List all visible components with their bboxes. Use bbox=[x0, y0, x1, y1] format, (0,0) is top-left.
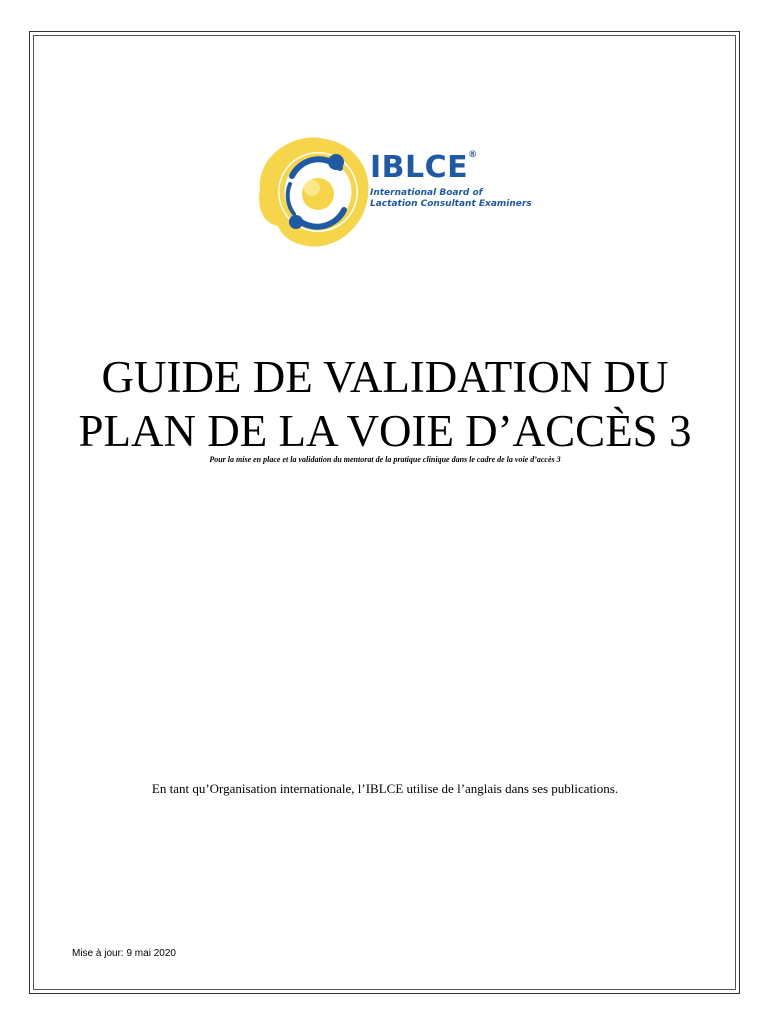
iblce-logo bbox=[252, 128, 532, 256]
logo-subtitle-line1: International Board of bbox=[370, 188, 483, 198]
logo-subtitle-line2: Lactation Consultant Examiners bbox=[370, 199, 532, 209]
title-line1: GUIDE DE VALIDATION DU bbox=[101, 352, 669, 402]
logo-subtitle bbox=[370, 188, 532, 210]
document-title bbox=[40, 350, 730, 458]
update-date: Mise à jour: 9 mai 2020 bbox=[72, 948, 176, 959]
document-subtitle: Pour la mise en place et la validation du mentorat de la pratique clinique dans le cadre de la voie d’accès 3 bbox=[209, 455, 561, 464]
logo-wordmark: IBLCE® bbox=[370, 150, 478, 185]
language-note: En tant qu’Organisation internationale, l’IBLCE utilise de l’anglais dans ses publications. bbox=[151, 781, 619, 796]
title-line2: PLAN DE LA VOIE D’ACCÈS 3 bbox=[78, 406, 692, 456]
